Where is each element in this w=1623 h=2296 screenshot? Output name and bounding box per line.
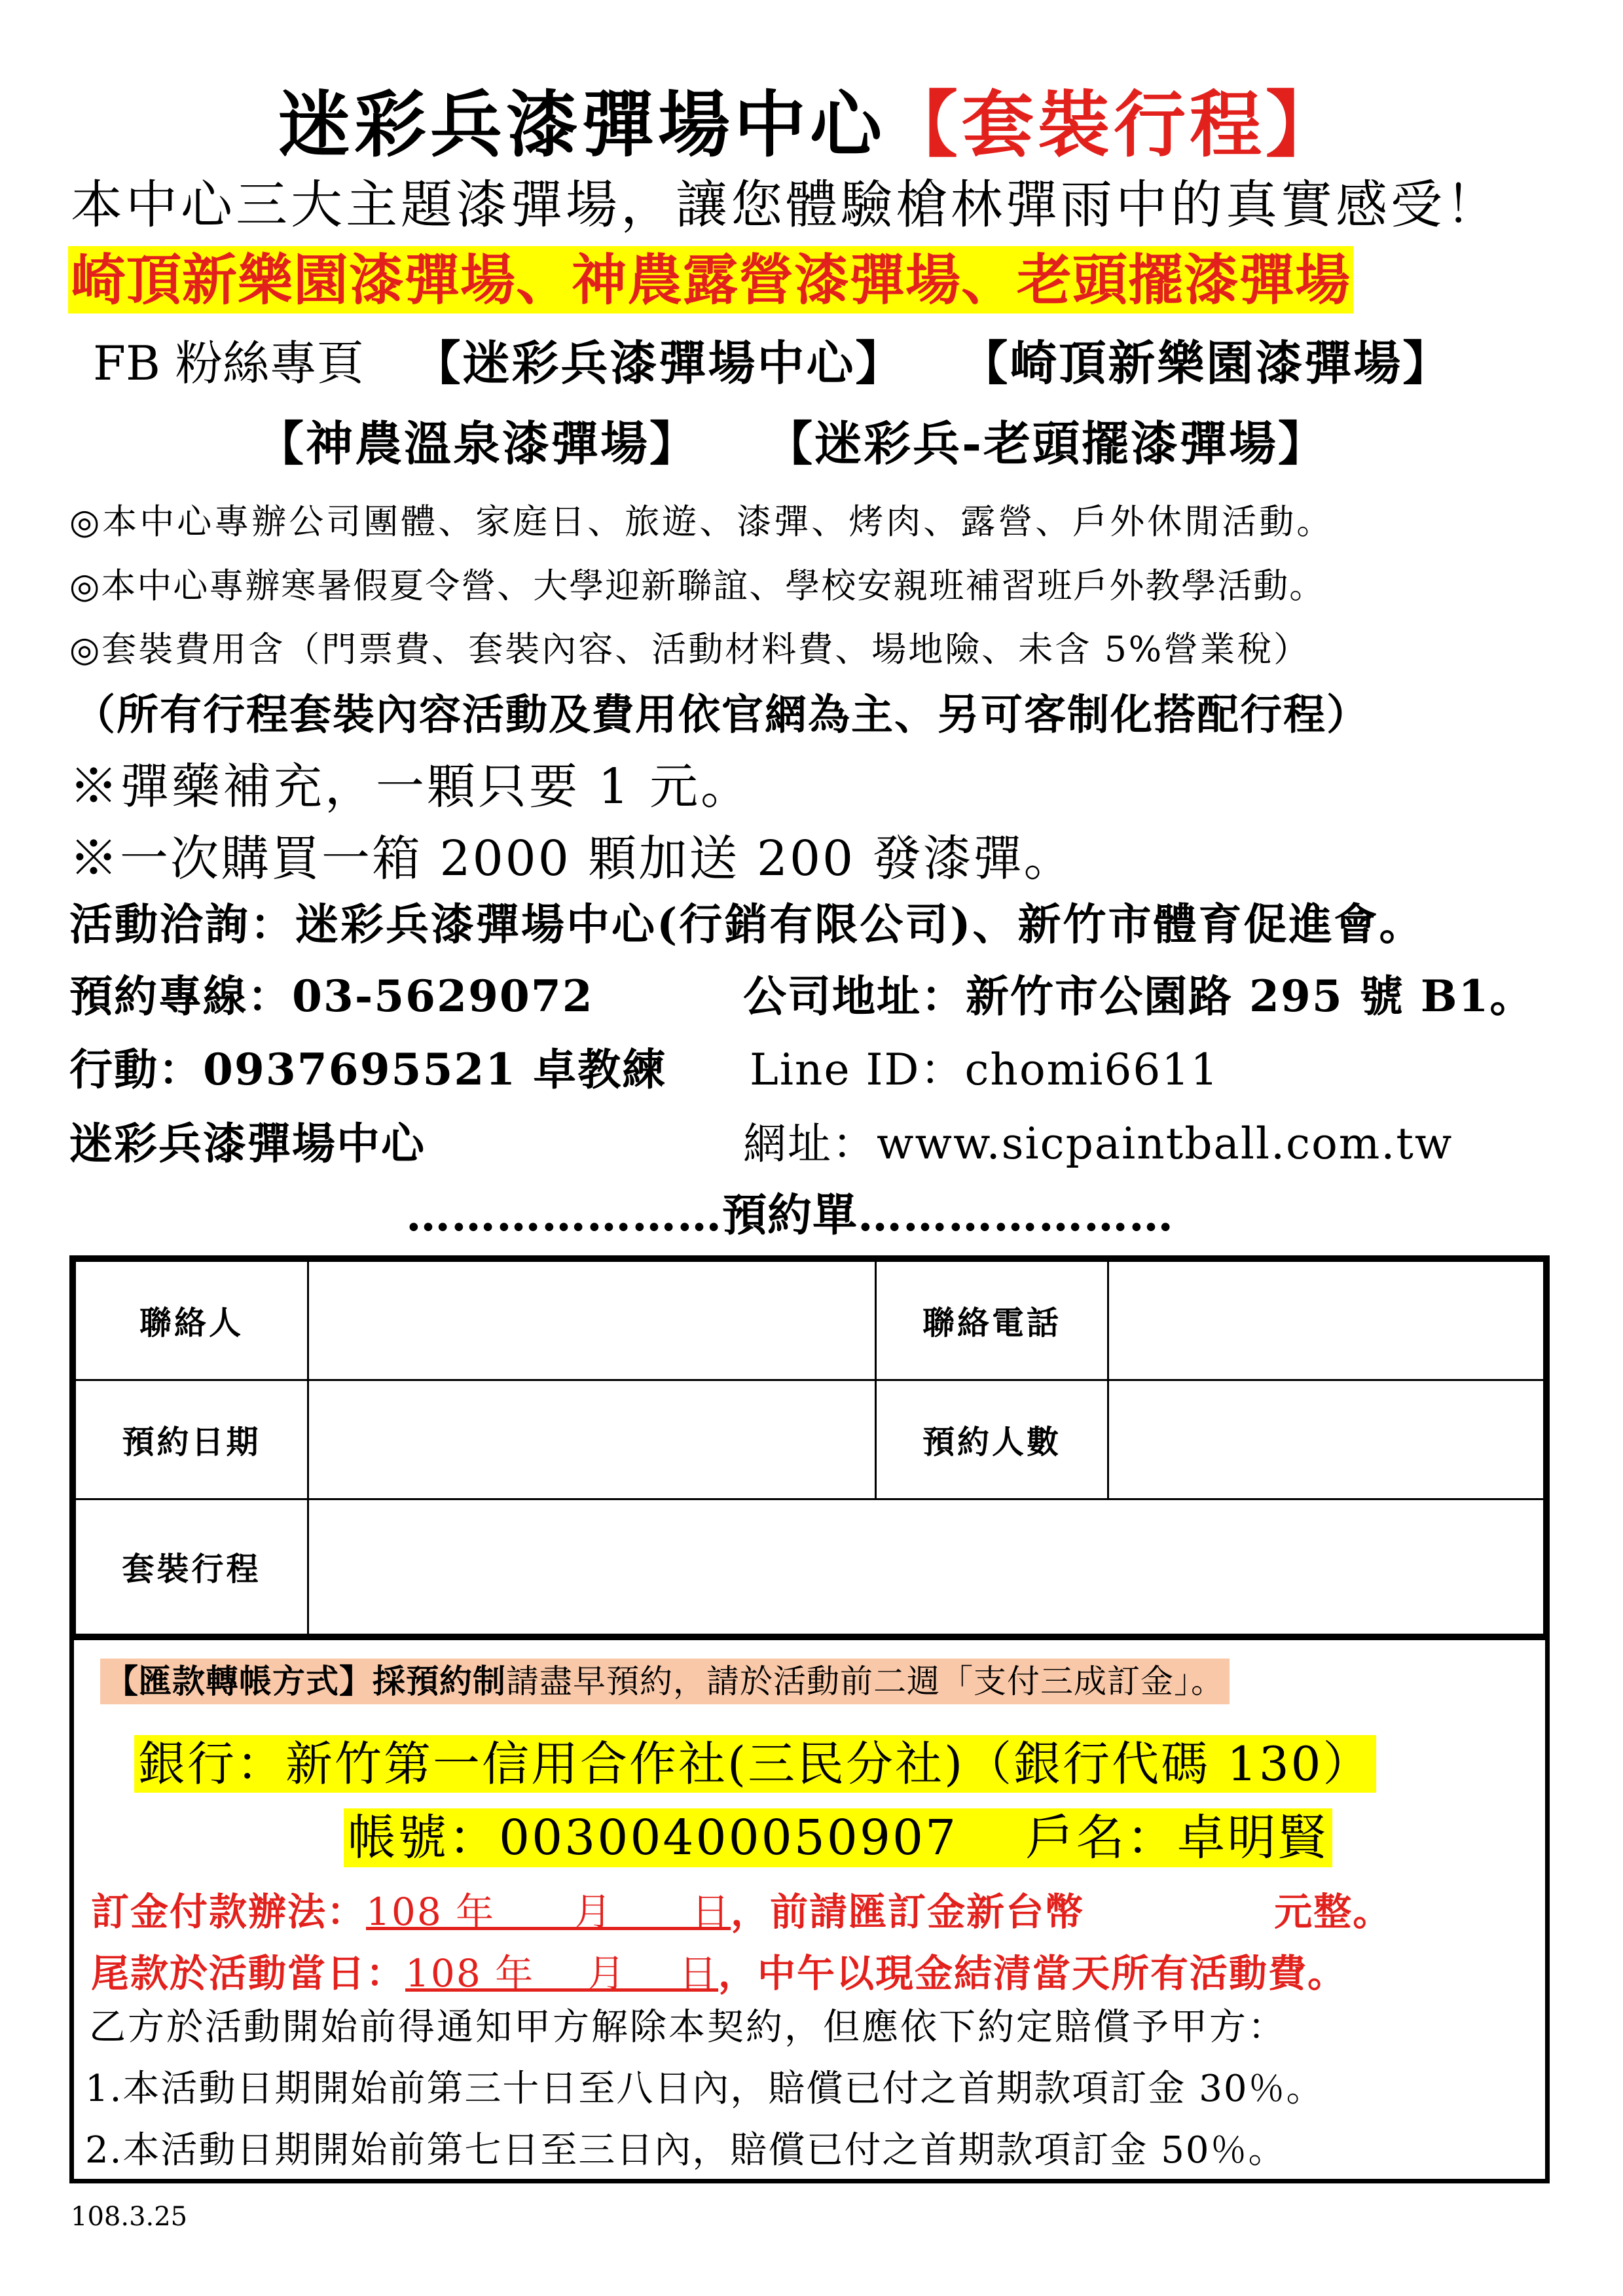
fb-page-1: 【迷彩兵漆彈場中心】 xyxy=(413,335,905,391)
form-heading: …………………預約單………………… xyxy=(406,1189,1175,1242)
contact-person-field[interactable] xyxy=(308,1261,876,1380)
deposit-date: 108 年 月 日 xyxy=(366,1890,731,1934)
date-label: 預約日期 xyxy=(75,1380,308,1499)
balance-date: 108 年 月 日 xyxy=(405,1951,719,1996)
subtitle: 本中心三大主題漆彈場，讓您體驗槍林彈雨中的真實感受！ xyxy=(71,175,1501,235)
phone-label: 聯絡電話 xyxy=(876,1261,1108,1380)
deposit-suffix: ，前請匯訂金新台幣 xyxy=(731,1890,1085,1934)
service-line-1: ◎本中心專辦公司團體、家庭日、旅遊、漆彈、烤肉、露營、戶外休閒活動。 xyxy=(69,502,1334,542)
package-field[interactable] xyxy=(308,1499,1544,1635)
website: 網址：www.sicpaintball.com.tw xyxy=(743,1119,1453,1169)
title-main: 迷彩兵漆彈場中心 xyxy=(278,82,886,167)
fb-page-3: 【神農溫泉漆彈場】 xyxy=(257,416,699,471)
venues-text: 崎頂新樂園漆彈場、神農露營漆彈場、老頭擺漆彈場 xyxy=(68,246,1353,314)
ammo-refill: ※彈藥補充，一顆只要 1 元。 xyxy=(69,759,752,815)
company-address: 公司地址：新竹市公園路 295 號 B1。 xyxy=(743,971,1535,1022)
payment-method-box xyxy=(100,1659,1230,1704)
cancel-rule-1: 1.本活動日期開始前第三十日至八日內，賠償已付之首期款項訂金 30％。 xyxy=(85,2068,1324,2110)
title-badge: 【套裝行程】 xyxy=(886,82,1341,167)
fb-line-1 xyxy=(93,336,1451,391)
fb-page-2: 【崎頂新樂園漆彈場】 xyxy=(960,335,1452,391)
account-info: 帳號：00300400050907 戶名：卓明賢 xyxy=(344,1808,1332,1867)
version-label: 108.3.25 xyxy=(71,2202,188,2232)
contact-person-label: 聯絡人 xyxy=(75,1261,308,1380)
inquiry-line: 活動洽詢：迷彩兵漆彈場中心(行銷有限公司)、新竹市體育促進會。 xyxy=(69,899,1425,950)
fb-line-2 xyxy=(257,417,1327,471)
payment-method-line xyxy=(100,1662,1230,1701)
balance-suffix: ，中午以現金結清當天所有活動費。 xyxy=(718,1951,1347,1996)
package-label: 套裝行程 xyxy=(75,1499,308,1635)
table-row xyxy=(75,1499,1544,1635)
official-note: （所有行程套裝內容活動及費用依官網為主、另可客制化搭配行程） xyxy=(73,691,1370,740)
mobile-contact: 行動：0937695521 卓教練 xyxy=(69,1044,667,1095)
date-field[interactable] xyxy=(308,1380,876,1499)
hotline: 預約專線：03-5629072 xyxy=(69,971,594,1022)
deposit-prefix: 訂金付款辦法： xyxy=(91,1890,367,1934)
payment-method-bold: 採預約制 xyxy=(373,1662,506,1700)
account-line xyxy=(344,1809,1332,1867)
fb-label: FB 粉絲專頁 xyxy=(93,336,364,391)
form-divider xyxy=(74,1636,1545,1640)
balance-prefix: 尾款於活動當日： xyxy=(91,1951,406,1996)
deposit-end: 元整。 xyxy=(1274,1890,1393,1934)
venues-banner xyxy=(68,249,1353,312)
booking-table xyxy=(74,1260,1545,1636)
headcount-field[interactable] xyxy=(1108,1380,1544,1499)
deposit-line xyxy=(91,1890,1392,1935)
table-row xyxy=(75,1261,1544,1380)
balance-line xyxy=(91,1951,1347,1997)
service-line-2: ◎本中心專辦寒暑假夏令營、大學迎新聯誼、學校安親班補習班戶外教學活動。 xyxy=(69,566,1326,606)
headcount-label: 預約人數 xyxy=(876,1380,1108,1499)
line-id: Line ID：chomi6611 xyxy=(750,1045,1220,1095)
fb-page-4: 【迷彩兵-老頭擺漆彈場】 xyxy=(765,416,1328,471)
bulk-offer: ※一次購買一箱 2000 顆加送 200 發漆彈。 xyxy=(69,831,1074,887)
table-row xyxy=(75,1380,1544,1499)
payment-method-text: 請盡早預約，請於活動前二週「支付三成訂金」。 xyxy=(506,1662,1224,1700)
payment-method-badge: 【匯款轉帳方式】 xyxy=(105,1662,373,1700)
page-title xyxy=(278,84,1341,167)
service-line-3: ◎套裝費用含（門票費、套裝內容、活動材料費、場地險、未含 5%營業稅） xyxy=(69,630,1311,670)
brand-name: 迷彩兵漆彈場中心 xyxy=(69,1118,426,1169)
cancel-intro-text: 乙方於活動開始前得通知甲方解除本契約，但應依下約定賠償予甲方： xyxy=(89,2006,1286,2049)
bank-line xyxy=(134,1736,1376,1792)
cancel-rule-2: 2.本活動日期開始前第七日至三日內，賠償已付之首期款項訂金 50％。 xyxy=(85,2129,1286,2172)
bank-info: 銀行：新竹第一信用合作社(三民分社)（銀行代碼 130） xyxy=(134,1735,1376,1793)
phone-field[interactable] xyxy=(1108,1261,1544,1380)
